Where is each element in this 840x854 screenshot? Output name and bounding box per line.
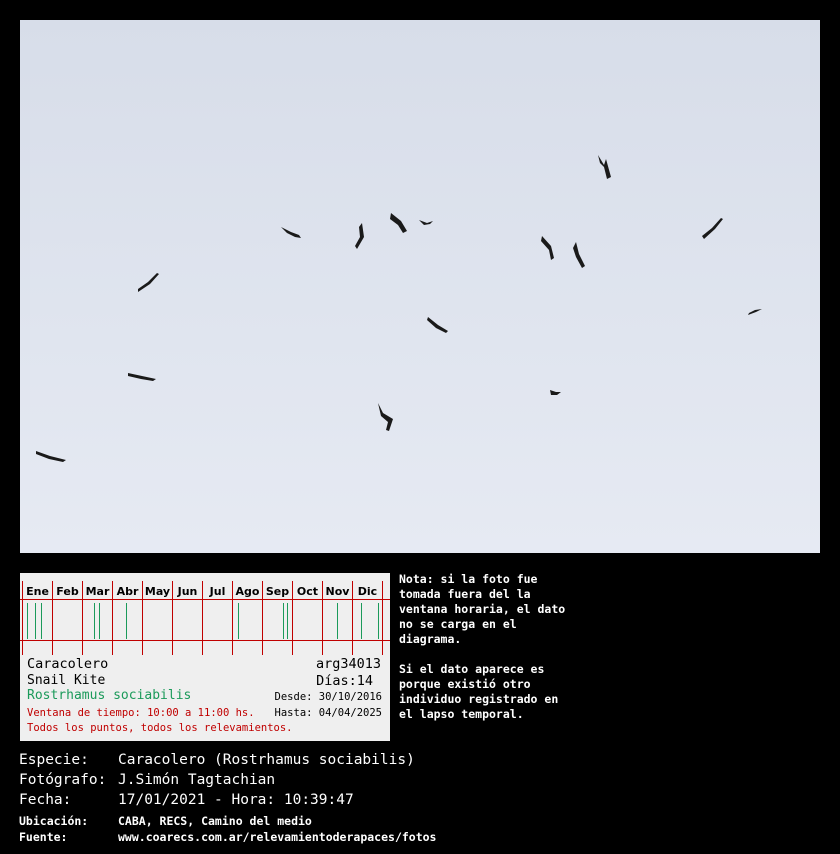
observation-mark bbox=[378, 603, 379, 639]
species-row bbox=[19, 752, 415, 768]
date-label: Fecha: bbox=[19, 792, 72, 808]
species-value: Caracolero (Rostrhamus sociabilis) bbox=[118, 752, 415, 768]
photographer-value: J.Simón Tagtachian bbox=[118, 772, 276, 788]
bird-3 bbox=[419, 220, 433, 225]
date-row bbox=[19, 792, 354, 808]
bird-13 bbox=[378, 403, 393, 431]
bird-8 bbox=[702, 218, 723, 239]
month-label: Jun bbox=[177, 585, 198, 598]
photographer-row bbox=[19, 772, 275, 788]
month-label: Abr bbox=[116, 585, 139, 598]
diagram-hline bbox=[20, 640, 390, 641]
bird-5 bbox=[281, 227, 301, 238]
observation-mark bbox=[41, 603, 42, 639]
species-label: Especie: bbox=[19, 752, 89, 768]
observation-mark bbox=[99, 603, 100, 639]
month-cell-oct bbox=[292, 581, 322, 655]
days-count: Días:14 bbox=[316, 673, 373, 689]
record-id: arg34013 bbox=[315, 656, 381, 672]
bird-12 bbox=[128, 373, 156, 381]
month-cell-may bbox=[142, 581, 172, 655]
observation-mark bbox=[337, 603, 338, 639]
time-window: Ventana de tiempo: 10:00 a 11:00 hs. bbox=[27, 707, 255, 719]
observation-mark bbox=[283, 603, 284, 639]
scientific-name: Rostrhamus sociabilis bbox=[27, 688, 192, 703]
location-row bbox=[19, 814, 312, 828]
bird-9 bbox=[138, 273, 159, 292]
observation-mark bbox=[126, 603, 127, 639]
note-p2: Si el dato aparece es porque existió otro individuo registrado en el lapso temporal. bbox=[399, 662, 559, 721]
bird-7 bbox=[573, 242, 585, 268]
month-label: Ago bbox=[235, 585, 260, 598]
observation-mark bbox=[287, 603, 288, 639]
month-label: Dic bbox=[357, 585, 378, 598]
month-diagram bbox=[20, 581, 390, 655]
bird-2 bbox=[390, 213, 407, 233]
month-cell-mar bbox=[82, 581, 112, 655]
month-label: Jul bbox=[209, 585, 226, 598]
note bbox=[399, 572, 569, 737]
source-label: Fuente: bbox=[19, 830, 68, 844]
month-cell-jun bbox=[172, 581, 202, 655]
observation-mark bbox=[27, 603, 28, 639]
bird-14 bbox=[550, 390, 561, 395]
observation-mark bbox=[35, 603, 36, 639]
source-value: www.coarecs.com.ar/relevamientoderapaces/fotos bbox=[118, 830, 437, 844]
month-cell-ago bbox=[232, 581, 262, 655]
month-label: May bbox=[144, 585, 171, 598]
bird-4 bbox=[355, 223, 364, 249]
bird-1 bbox=[598, 155, 611, 179]
month-cell-jul bbox=[202, 581, 232, 655]
month-cell-feb bbox=[52, 581, 82, 655]
month-label: Nov bbox=[325, 585, 350, 598]
photographer-label: Fotógrafo: bbox=[19, 772, 107, 788]
english-name: Snail Kite bbox=[27, 673, 106, 688]
bird-15 bbox=[36, 451, 66, 462]
observation-mark bbox=[238, 603, 239, 639]
bird-11 bbox=[748, 309, 762, 315]
common-name: Caracolero bbox=[27, 656, 109, 672]
date-value: 17/01/2021 - Hora: 10:39:47 bbox=[118, 792, 354, 808]
bird-10 bbox=[427, 317, 448, 333]
bird-6 bbox=[541, 236, 554, 260]
date-from: Desde: 30/10/2016 bbox=[274, 691, 382, 703]
month-label: Mar bbox=[85, 585, 110, 598]
diagram-hline bbox=[20, 599, 390, 600]
month-label: Oct bbox=[296, 585, 319, 598]
observation-mark bbox=[361, 603, 362, 639]
observation-card bbox=[20, 573, 390, 741]
month-grid-end bbox=[382, 581, 383, 655]
observation-mark bbox=[94, 603, 95, 639]
month-cell-abr bbox=[112, 581, 142, 655]
month-label: Ene bbox=[26, 585, 49, 598]
location-label: Ubicación: bbox=[19, 814, 89, 828]
scope-text: Todos los puntos, todos los relevamientos. bbox=[27, 722, 293, 734]
bird-photo bbox=[20, 20, 820, 553]
month-label: Feb bbox=[56, 585, 79, 598]
note-p1: Nota: si la foto fue tomada fuera del la ventana horaria, el dato no se carga en el diagrama. bbox=[399, 572, 566, 646]
location-value: CABA, RECS, Camino del medio bbox=[118, 814, 312, 828]
birds-silhouettes bbox=[20, 20, 820, 553]
date-to: Hasta: 04/04/2025 bbox=[274, 707, 382, 719]
source-row bbox=[19, 830, 437, 844]
month-label: Sep bbox=[265, 585, 290, 598]
